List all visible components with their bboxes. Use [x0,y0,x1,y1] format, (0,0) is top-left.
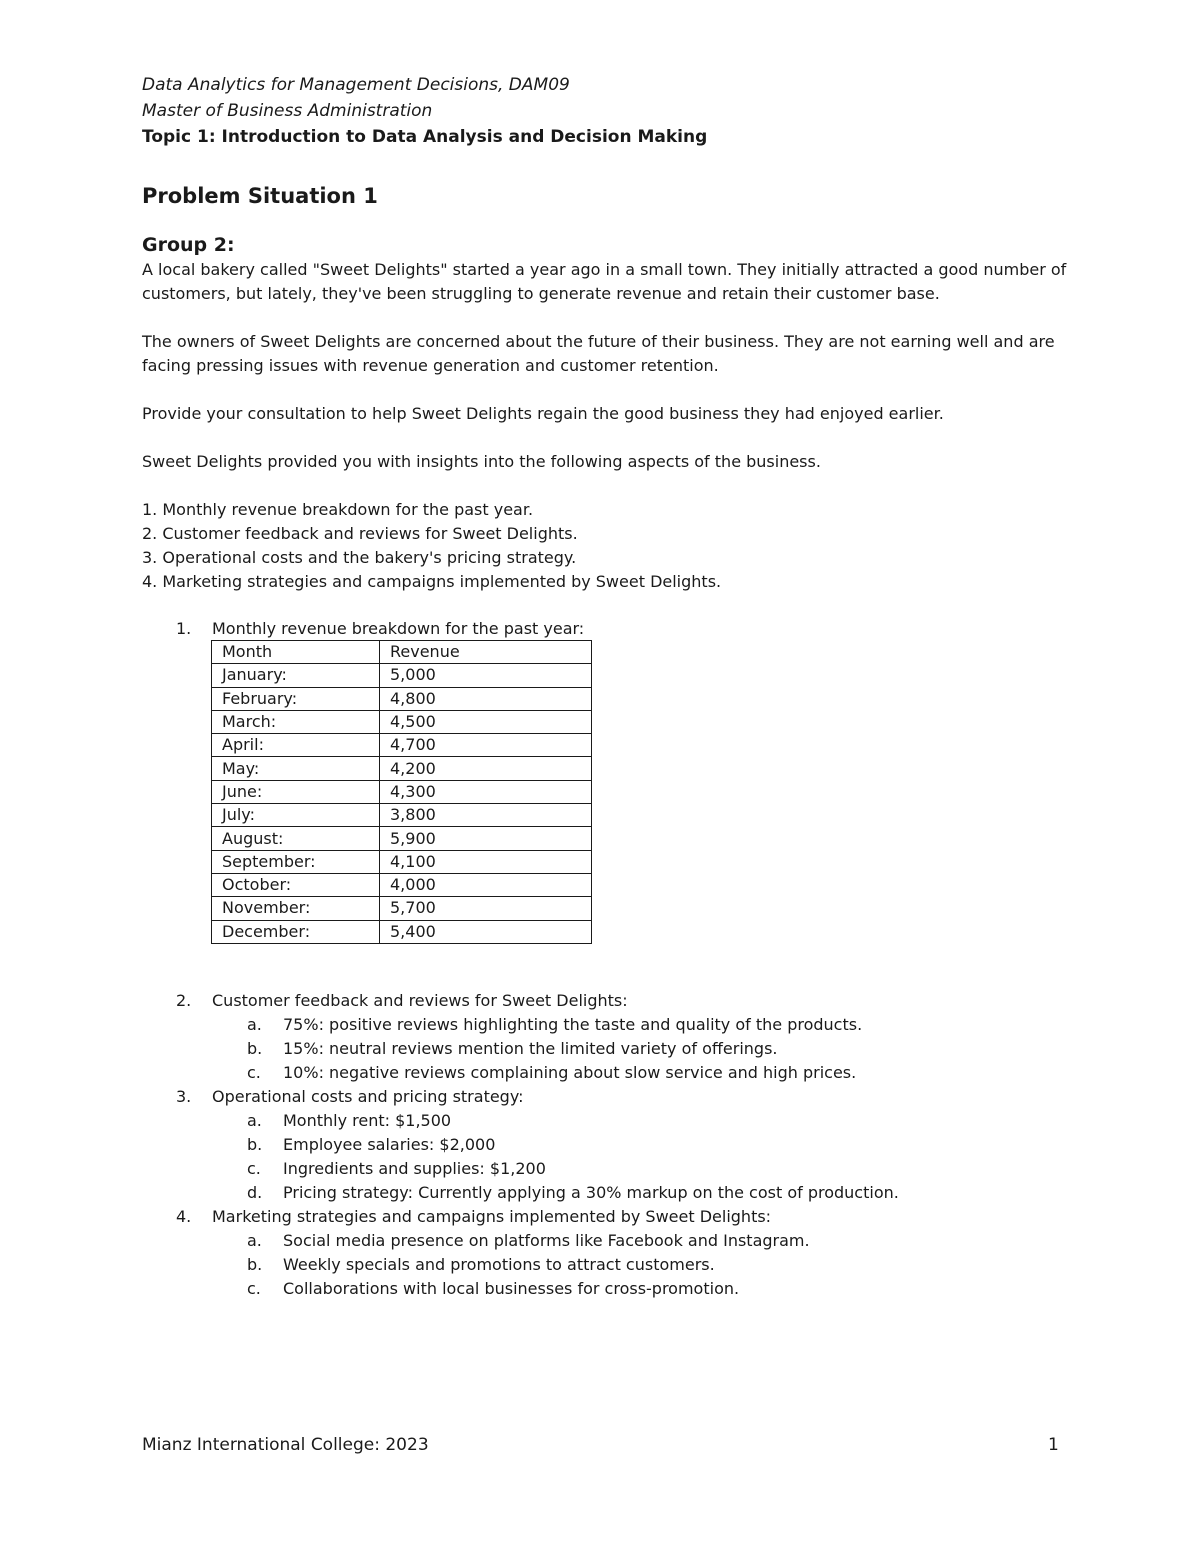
aspect-item: 3. Operational costs and the bakery's pricing strategy. [142,548,577,567]
table-header-row [212,641,592,664]
list-item: Pricing strategy: Currently applying a 30% markup on the cost of production. [283,1183,899,1202]
revenue-cell: 5,400 [380,920,592,943]
section-heading-marketing: Marketing strategies and campaigns implemented by Sweet Delights: [212,1207,772,1226]
month-cell: January: [212,664,380,687]
list-item: 15%: neutral reviews mention the limited variety of offerings. [283,1039,778,1058]
table-row [212,710,592,733]
month-cell: June: [212,780,380,803]
concern-paragraph-line: The owners of Sweet Delights are concerned about the future of their business. They are not earning well and are [142,332,1055,351]
table-row [212,920,592,943]
table-header-month: Month [212,641,380,664]
month-cell: December: [212,920,380,943]
list-letter: b. [247,1039,263,1058]
list-item: Collaborations with local businesses for cross-promotion. [283,1279,740,1298]
revenue-cell: 3,800 [380,804,592,827]
list-letter: b. [247,1135,263,1154]
table-row [212,664,592,687]
revenue-cell: 4,800 [380,687,592,710]
aspect-item: 4. Marketing strategies and campaigns implemented by Sweet Delights. [142,572,722,591]
table-row [212,897,592,920]
revenue-cell: 4,200 [380,757,592,780]
revenue-cell: 5,000 [380,664,592,687]
list-item: Monthly rent: $1,500 [283,1111,452,1130]
list-letter: c. [247,1063,261,1082]
table-row [212,780,592,803]
section-heading-costs: Operational costs and pricing strategy: [212,1087,524,1106]
table-row [212,827,592,850]
intro-paragraph-line: customers, but lately, they've been struggling to generate revenue and retain their customer base. [142,284,940,303]
month-cell: September: [212,850,380,873]
footer-college: Mianz International College: 2023 [142,1435,429,1455]
month-cell: October: [212,873,380,896]
list-letter: a. [247,1231,262,1250]
list-letter: b. [247,1255,263,1274]
month-cell: July: [212,804,380,827]
topic-title: Topic 1: Introduction to Data Analysis and Decision Making [142,127,708,147]
table-row [212,734,592,757]
intro-paragraph-line: A local bakery called "Sweet Delights" started a year ago in a small town. They initially attracted a good number of [142,260,1067,279]
section-number: 2. [176,991,192,1010]
revenue-cell: 4,700 [380,734,592,757]
revenue-cell: 4,500 [380,710,592,733]
month-cell: August: [212,827,380,850]
list-item: Weekly specials and promotions to attract customers. [283,1255,715,1274]
problem-title: Problem Situation 1 [142,184,378,208]
insights-paragraph: Sweet Delights provided you with insights into the following aspects of the business. [142,452,821,471]
list-letter: d. [247,1183,263,1202]
program-title: Master of Business Administration [142,101,433,121]
revenue-cell: 5,700 [380,897,592,920]
table-row [212,687,592,710]
table-row [212,873,592,896]
list-item: Social media presence on platforms like Facebook and Instagram. [283,1231,810,1250]
revenue-table [211,640,592,944]
consultation-paragraph: Provide your consultation to help Sweet Delights regain the good business they had enjoyed earlier. [142,404,944,423]
list-letter: a. [247,1015,262,1034]
revenue-cell: 5,900 [380,827,592,850]
section-heading-feedback: Customer feedback and reviews for Sweet Delights: [212,991,628,1010]
table-row [212,757,592,780]
aspect-item: 1. Monthly revenue breakdown for the past year. [142,500,534,519]
month-cell: February: [212,687,380,710]
table-header-revenue: Revenue [380,641,592,664]
list-letter: a. [247,1111,262,1130]
revenue-cell: 4,100 [380,850,592,873]
month-cell: April: [212,734,380,757]
list-letter: c. [247,1279,261,1298]
list-item: 75%: positive reviews highlighting the taste and quality of the products. [283,1015,863,1034]
concern-paragraph-line: facing pressing issues with revenue generation and customer retention. [142,356,719,375]
month-cell: May: [212,757,380,780]
list-item: Ingredients and supplies: $1,200 [283,1159,546,1178]
list-letter: c. [247,1159,261,1178]
group-heading: Group 2: [142,234,235,256]
table-row [212,804,592,827]
course-title: Data Analytics for Management Decisions, DAM09 [142,75,570,95]
section-number: 3. [176,1087,192,1106]
section-number: 1. [176,619,192,638]
table-row [212,850,592,873]
revenue-cell: 4,300 [380,780,592,803]
page-number: 1 [1048,1435,1059,1455]
list-item: 10%: negative reviews complaining about slow service and high prices. [283,1063,857,1082]
month-cell: November: [212,897,380,920]
revenue-cell: 4,000 [380,873,592,896]
section-heading-revenue: Monthly revenue breakdown for the past year: [212,619,585,638]
aspect-item: 2. Customer feedback and reviews for Sweet Delights. [142,524,578,543]
list-item: Employee salaries: $2,000 [283,1135,496,1154]
section-number: 4. [176,1207,192,1226]
month-cell: March: [212,710,380,733]
